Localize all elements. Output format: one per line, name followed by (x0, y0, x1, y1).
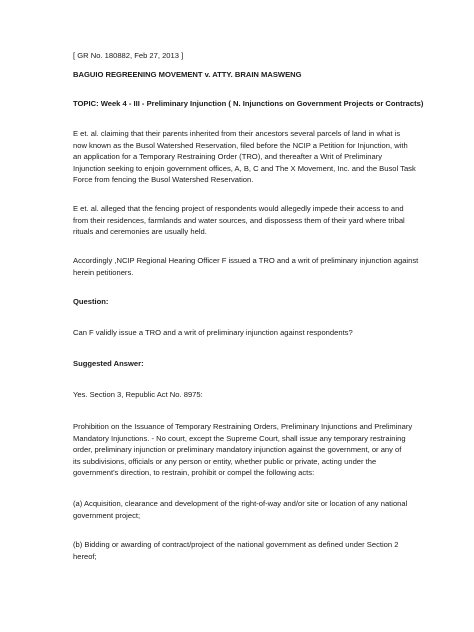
paragraph-line: from their residences, farmlands and water sources, and dispossess them of their yard where tribal (73, 215, 405, 225)
paragraph-line: Accordingly ,NCIP Regional Hearing Officer F issued a TRO and a writ of preliminary injunction against (73, 256, 419, 265)
paragraph-line: E et. al. claiming that their parents inherited from their ancestors several parcels of land in what is (73, 129, 401, 138)
topic-heading: TOPIC: Week 4 - III - Preliminary Injunction ( N. Injunctions on Government Projects or Contracts) (73, 99, 424, 108)
question-text: Can F validly issue a TRO and a writ of preliminary injunction against respondents? (73, 328, 353, 337)
paragraph-line: its subdivisions, officials or any person or entity, whether public or private, acting under the (73, 456, 377, 466)
answer-text: Yes. Section 3, Republic Act No. 8975: (73, 390, 203, 399)
case-citation: [ GR No. 180882, Feb 27, 2013 ] (73, 51, 184, 60)
paragraph-line: Mandatory Injunctions. - No court, except the Supreme Court, shall issue any temporary restraining (73, 433, 406, 443)
paragraph-line: Prohibition on the Issuance of Temporary Restraining Orders, Preliminary Injunctions and Preliminary (73, 422, 413, 431)
paragraph-line: now known as the Busol Watershed Reservation, filed before the NCIP a Petition for Injunction, with (73, 140, 408, 150)
paragraph-line: herein petitioners. (73, 267, 134, 277)
paragraph-line: rituals and ceremonies are usually held. (73, 227, 207, 236)
paragraph-line: Injunction seeking to enjoin government offices, A, B, C and The X Movement, Inc. and the Busol Task (73, 163, 416, 173)
paragraph-line: order, preliminary injunction or preliminary mandatory injunction against the government, or any of (73, 445, 402, 454)
paragraph-line: E et. al. alleged that the fencing project of respondents would allegedly impede their access to and (73, 204, 404, 213)
answer-heading: Suggested Answer: (73, 359, 144, 368)
paragraph-line: government project; (73, 510, 141, 520)
paragraph-line: an application for a Temporary Restraining Order (TRO), and thereafter a Writ of Preliminary (73, 152, 383, 161)
case-title: BAGUIO REGREENING MOVEMENT v. ATTY. BRAIN MASWENG (73, 70, 302, 79)
paragraph-line: (b) Bidding or awarding of contract/project of the national government as defined under Section 2 (73, 540, 399, 549)
paragraph-line: government's direction, to restrain, prohibit or compel the following acts: (73, 468, 315, 477)
paragraph-line: Force from fencing the Busol Watershed Reservation. (73, 175, 254, 184)
paragraph-line: hereof; (73, 551, 97, 561)
paragraph-line: (a) Acquisition, clearance and development of the right-of-way and/or site or location of any national (73, 499, 408, 508)
question-heading: Question: (73, 297, 109, 306)
